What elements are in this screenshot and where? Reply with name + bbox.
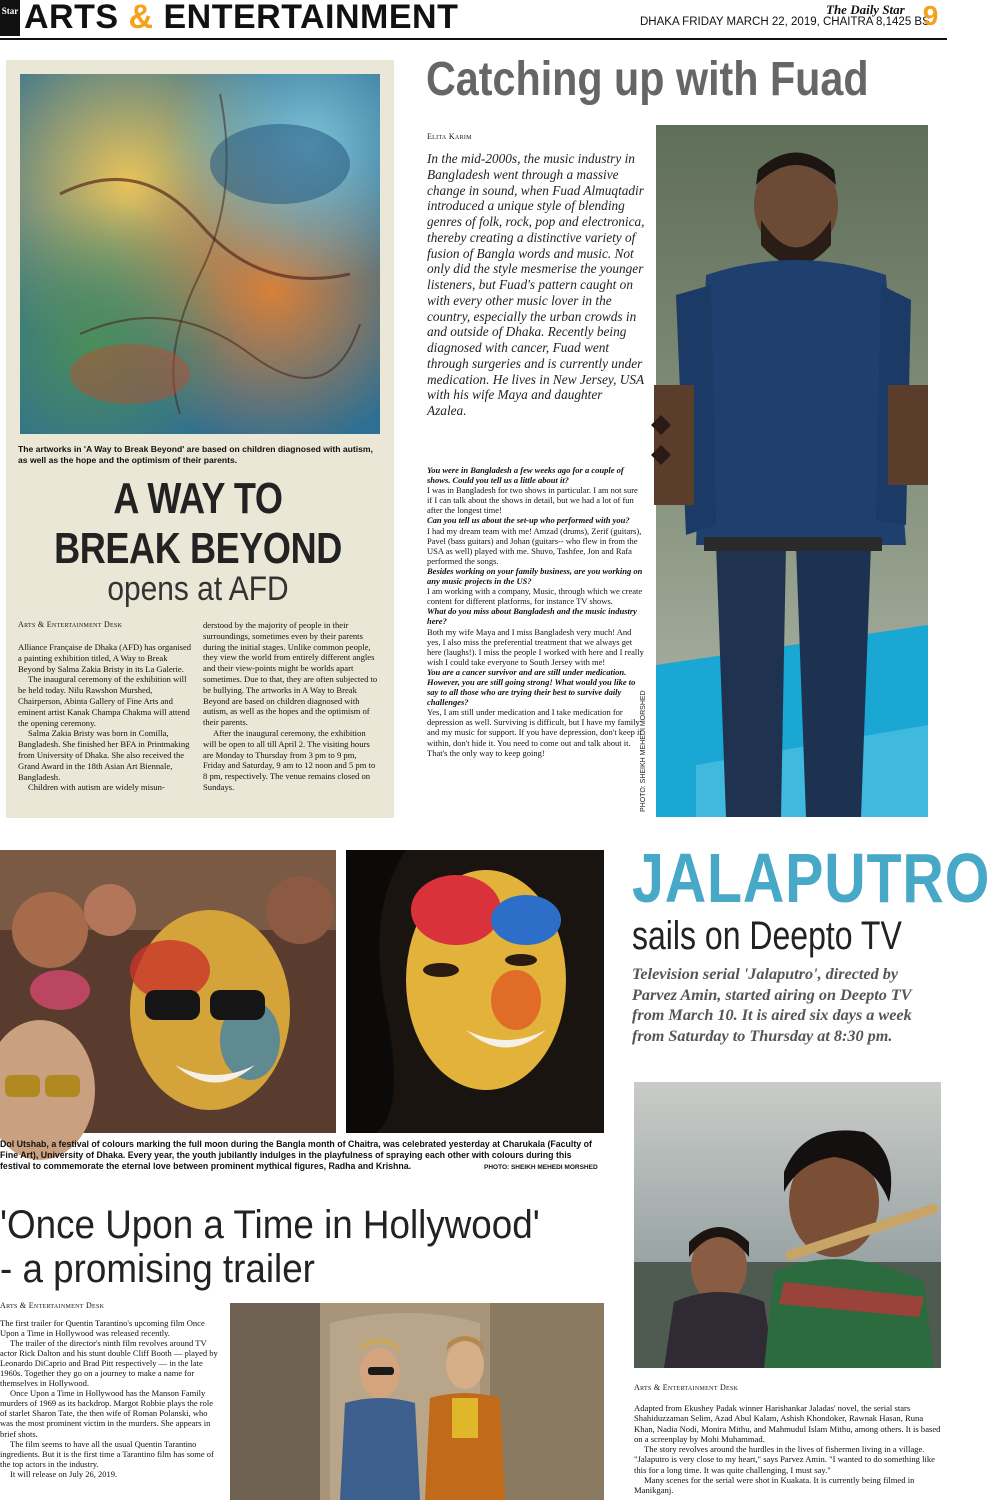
fuad-portrait-photo — [656, 125, 928, 817]
afd-image-caption: The artworks in 'A Way to Break Beyond' are based on children diagnosed with autism, as well as the hope and the optimism of their parents. — [18, 444, 373, 465]
hollywood-paragraph: The first trailer for Quentin Tarantino's upcoming film Once Upon a Time in Hollywood was released recently. — [0, 1318, 205, 1339]
section-title-ampersand: & — [128, 0, 154, 36]
interview-answer: I was in Bangladesh for two shows in particular. I am not sure if I can talk about the shows in detail, but we had a lot of fun after the longest time! — [427, 485, 638, 516]
hollywood-byline: Arts & Entertainment Desk — [0, 1301, 105, 1310]
interview-answer: I had my dream team with me! Amzad (drums), Zerif (guitars), Pavel (bass guitars) and Johan (guitars-- who flew in from the USA as well) played with me. Shuvo, Tashfee, Jon and Rafa performed the songs. — [427, 525, 642, 566]
hollywood-paragraph: The film seems to have all the usual Quentin Tarantino ingredients. But it is the first time a Tarantino film has some of the top actors in the industry. — [0, 1438, 214, 1469]
interview-answer: Yes, I am still under medication and I take medication for depression as well. Surviving is difficult, but I have my family and my music for support. If you have depression, don't keep it within, don't hide it. You need to come out and talk about it. That's the only way to keep going! — [427, 707, 642, 758]
afd-headline: A WAY TO BREAK BEYOND — [54, 474, 342, 573]
hollywood-headline: 'Once Upon a Time in Hollywood' - a promising trailer — [0, 1203, 540, 1291]
fuad-byline: Elita Karim — [427, 132, 472, 141]
afd-paragraph: derstood by the majority of people in their surroundings, sometimes even by their parents during the initial stages. Unlike common people, they view the world from entirely different angles and their view-points might be worlds apart sometimes. Due to that, they are often subjected to be bullying. The artworks in A Way to Break Beyond are based on children diagnosed with autism, as well as the hopes and the optimism of their parents. — [203, 620, 378, 728]
header-rule — [0, 38, 947, 40]
interview-question: You are a cancer survivor and are still under medication. However, you are still going strong! What would you like to say to all those who are trying their best to survive daily challenges? — [427, 666, 636, 708]
jalaputro-still-photo — [634, 1082, 941, 1368]
hollywood-paragraph: The trailer of the director's ninth film revolves around TV actor Rick Dalton and his stunt double Cliff Booth — played by Leonardo DiCaprio and Brad Pitt respectively — in the late 1960s. Together they go on a journey to make a name for themselves in Hollywood. — [0, 1338, 218, 1389]
page-number: 9 — [922, 0, 939, 31]
jalaputro-paragraph: The story revolves around the hurdles in the lives of fishermen living in a village. "Jalaputro is very close to my heart," says Parvez Amin. "I wanted to do something like this for a long time. It was quite challenging, I must say." — [634, 1444, 935, 1475]
section-title — [24, 0, 458, 37]
masthead: The Daily Star — [826, 2, 905, 17]
fuad-photo-credit: PHOTO: SHEIKH MEHEDI MORSHED — [640, 690, 647, 812]
jalaputro-body — [634, 1403, 942, 1496]
afd-body-column-2 — [203, 620, 379, 793]
afd-byline: Arts & Entertainment Desk — [18, 620, 123, 629]
section-title-part2: ENTERTAINMENT — [153, 0, 459, 36]
fuad-lead-paragraph: In the mid-2000s, the music industry in Bangladesh went through a massive change in sound, when Fuad Almuqtadir introduced a unique style of blending genres of folk, rock, pop and electronica, thereby creating a distinctive variety of fusion of Bangla words and music. Not only did the style mesmerise the younger listeners, but Fuad's pattern caught on with every other music lover in the country, especially the urban crowds in and outside of Dhaka. Recently being diagnosed with cancer, Fuad went through surgeries and is currently under medication. He lives in New Jersey, USA with his wife Maya and daughter Azalea. — [427, 151, 645, 418]
jalaputro-paragraph: Many scenes for the serial were shot in Kuakata. It is currently being filmed in Manikganj. — [634, 1475, 915, 1496]
hollywood-trailer-still — [230, 1303, 604, 1500]
interview-answer: Both my wife Maya and I miss Bangladesh very much! And yes, I also miss the preferential treatment that we always get here (laughs!). I miss the people I worked with here and I really wish I could take everyone to South Jersey with me! — [427, 626, 644, 667]
dol-festival-woman-photo — [346, 850, 604, 1133]
dol-caption: Dol Utshab, a festival of colours marking the full moon during the Bangla month of Chaitra, was celebrated yesterday at Charukala (Faculty of Fine Art), University of Dhaka. Every year, the youth jubilantly indulges in the playfulness of spraying each other with colours during this festival to commemorate the eternal love between prominent mythical figures, Radha and Krishna. — [0, 1139, 592, 1172]
abstract-painting-image — [20, 74, 380, 434]
logo-text: Star — [1, 6, 19, 16]
newspaper-logo — [0, 0, 20, 36]
jalaputro-lead: Television serial 'Jalaputro', directed by Parvez Amin, started airing on Deepto TV from March 10. It is aired six days a week from Saturday to Thursday at 8:30 pm. — [632, 965, 912, 1045]
interview-question: You were in Bangladesh a few weeks ago for a couple of shows. Could you tell us a little about it? — [427, 465, 624, 486]
fuad-headline: Catching up with Fuad — [426, 53, 869, 106]
interview-question: What do you miss about Bangladesh and the music industry here? — [427, 606, 637, 627]
interview-answer: I am working with a company, Music, through which we create content for different platforms, for instance TV shows. — [427, 586, 643, 607]
jalaputro-paragraph: Adapted from Ekushey Padak winner Harishankar Jaladas' novel, the serial stars Shahiduzzaman Selim, Azad Abul Kalam, Ashish Khondoker, Rawnak Hasan, Runa Khan, Nadia Nodi, Monira Mithu, and Mahmudul Islam Mithu, among others. It is based on a screenplay by Mohi Muhammad. — [634, 1403, 941, 1444]
dol-festival-crowd-photo — [0, 850, 336, 1133]
afd-body-column-1 — [18, 642, 194, 793]
afd-paragraph: Alliance Française de Dhaka (AFD) has organised a painting exhibition titled, A Way to Break Beyond by Salma Zakia Bristy in its La Galerie. — [18, 642, 192, 674]
interview-question: Besides working on your family business, are you working on any music projects in the US? — [427, 565, 643, 587]
hollywood-paragraph: It will release on July 26, 2019. — [10, 1468, 118, 1479]
afd-paragraph: The inaugural ceremony of the exhibition will be held today. Nilu Rawshon Murshed, Chairperson, Abinta Gallery of Fine Arts and eminent artist Kanak Champa Chakma will attend the opening ceremony. — [18, 674, 190, 728]
dol-photo-credit: PHOTO: SHEIKH MEHEDI MORSHED — [484, 1164, 598, 1171]
afd-paragraph: Salma Zakia Bristy was born in Comilla, Bangladesh. She finished her BFA in Printmaking from University of Dhaka. She also received the Grand Award in the 18th Asian Art Biennale, Bangladesh. — [18, 728, 190, 782]
afd-paragraph: After the inaugural ceremony, the exhibition will be open to all till April 2. The visiting hours are Monday to Thursday from 3 pm to 9 pm, Friday and Saturday, 9 am to 12 noon and 5 pm to 8 pm, respectively. The venue remains closed on Sundays. — [203, 727, 376, 792]
hollywood-body — [0, 1318, 222, 1479]
jalaputro-subhead: sails on Deepto TV — [632, 914, 902, 958]
issue-date: DHAKA FRIDAY MARCH 22, 2019, CHAITRA 8,1425 BS — [640, 16, 930, 28]
afd-paragraph: Children with autism are widely misun- — [28, 782, 165, 793]
hollywood-paragraph: Once Upon a Time in Hollywood has the Manson Family murders of 1969 as its backdrop. Margot Robbie plays the role of starlet Sharon Tate, the then wife of Roman Polanski, who was the most prominent victim in the murders. She appears in brief shots. — [0, 1388, 214, 1439]
interview-question: Can you tell us about the set-up who performed with you? — [427, 515, 630, 526]
jalaputro-byline: Arts & Entertainment Desk — [634, 1383, 739, 1392]
fuad-interview — [427, 465, 645, 758]
afd-subhead: opens at AFD — [107, 570, 289, 608]
section-title-part1: ARTS — [24, 0, 129, 36]
jalaputro-headline: JALAPUTRO — [632, 839, 990, 917]
